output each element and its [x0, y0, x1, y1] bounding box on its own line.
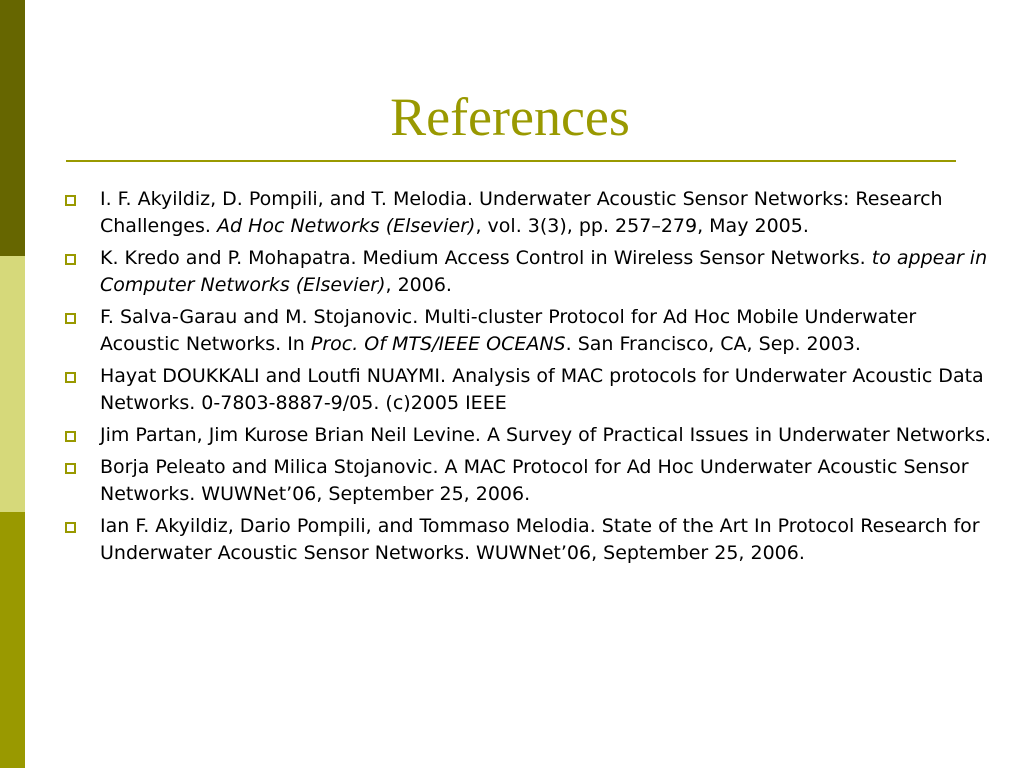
slide-title: References [390, 87, 630, 147]
reference-journal: Proc. Of MTS/IEEE OCEANS [310, 333, 566, 355]
reference-text: K. Kredo and P. Mohapatra. Medium Access Control in Wireless Sensor Networks. [100, 247, 872, 269]
reference-item [100, 304, 1000, 358]
hollow-square-bullet-icon [65, 522, 76, 533]
reference-list [100, 186, 1000, 572]
sidebar-segment-middle [0, 256, 25, 512]
reference-item [100, 245, 1000, 299]
sidebar-segment-bottom [0, 512, 25, 768]
reference-details: , 2006. [385, 274, 452, 296]
reference-details: , vol. 3(3), pp. 257–279, May 2005. [475, 215, 809, 237]
reference-text: Borja Peleato and Milica Stojanovic. A MAC Protocol for Ad Hoc Underwater Acoustic Sensor Networks. WUWNet’06, September 25, 2006. [100, 456, 969, 505]
reference-item [100, 363, 1000, 417]
hollow-square-bullet-icon [65, 463, 76, 474]
reference-item [100, 513, 1000, 567]
reference-item [100, 186, 1000, 240]
hollow-square-bullet-icon [65, 313, 76, 324]
decorative-sidebar [0, 0, 25, 768]
sidebar-segment-top [0, 0, 25, 256]
reference-text: Jim Partan, Jim Kurose Brian Neil Levine. A Survey of Practical Issues in Underwater Networks. [100, 424, 992, 446]
reference-journal: Ad Hoc Networks (Elsevier) [216, 215, 476, 237]
reference-details: . San Francisco, CA, Sep. 2003. [565, 333, 861, 355]
hollow-square-bullet-icon [65, 195, 76, 206]
hollow-square-bullet-icon [65, 431, 76, 442]
hollow-square-bullet-icon [65, 254, 76, 265]
title-divider [66, 160, 956, 162]
reference-journal: to appear in Computer Networks (Elsevier) [100, 247, 988, 296]
reference-text: Hayat DOUKKALI and Loutfi NUAYMI. Analysis of MAC protocols for Underwater Acoustic Data Networks. 0-7803-8887-9/05. (c)2005 IEEE [100, 365, 984, 414]
reference-item [100, 454, 1000, 508]
reference-text: I. F. Akyildiz, D. Pompili, and T. Melodia. Underwater Acoustic Sensor Networks: Research Challenges. [100, 188, 943, 237]
reference-item [100, 422, 1000, 449]
reference-text: F. Salva-Garau and M. Stojanovic. Multi-cluster Protocol for Ad Hoc Mobile Underwater Acoustic Networks. In [100, 306, 917, 355]
hollow-square-bullet-icon [65, 372, 76, 383]
reference-text: Ian F. Akyildiz, Dario Pompili, and Tommaso Melodia. State of the Art In Protocol Research for Underwater Acoustic Sensor Networks. WUWNet’06, September 25, 2006. [100, 515, 980, 564]
